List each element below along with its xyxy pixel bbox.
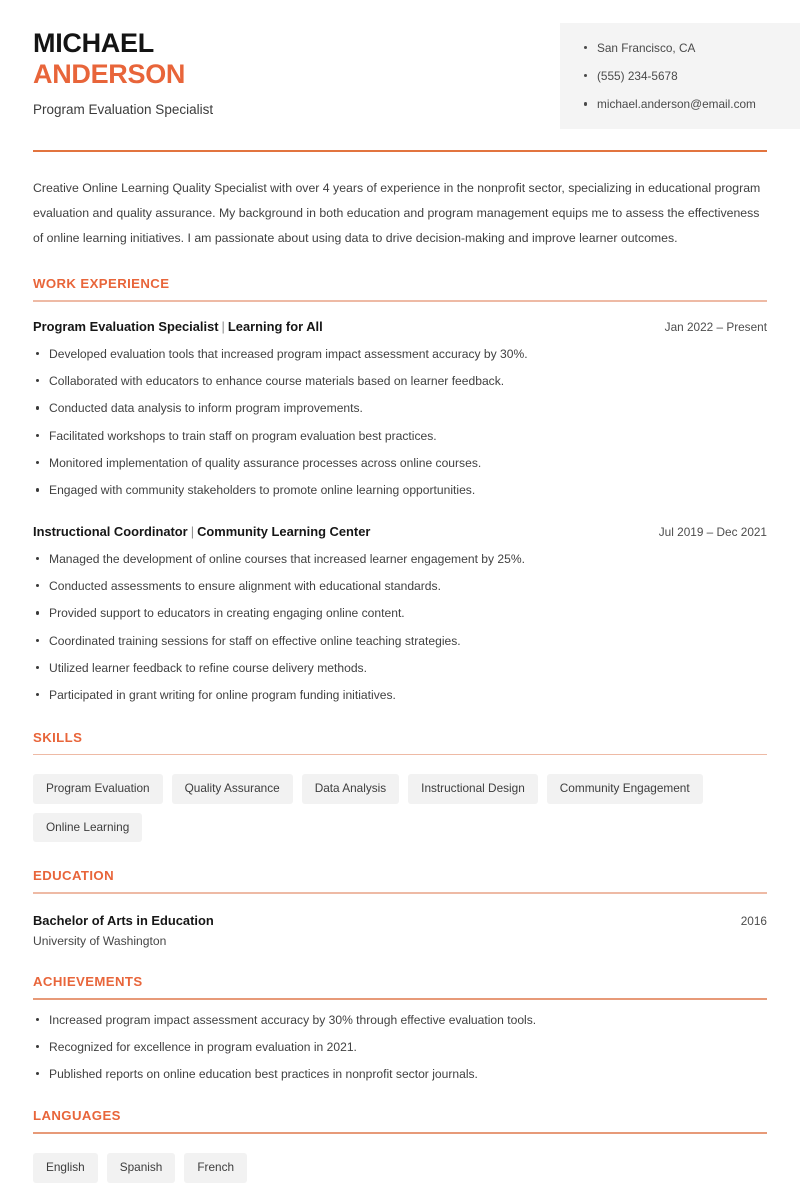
list-item: Recognized for excellence in program evaluation in 2021. <box>33 1039 767 1055</box>
list-item: Monitored implementation of quality assurance processes across online courses. <box>33 455 767 471</box>
experience-entry <box>33 524 767 704</box>
skill-tag: Online Learning <box>33 813 142 843</box>
section-work-experience <box>33 276 767 703</box>
language-tag: Spanish <box>107 1153 176 1183</box>
section-achievements <box>33 974 767 1083</box>
full-name <box>33 28 213 91</box>
languages-tag-list <box>33 1153 767 1183</box>
experience-entry-header <box>33 319 767 334</box>
experience-bullet-list <box>33 551 767 704</box>
list-item: Provided support to educators in creating engaging online content. <box>33 605 767 621</box>
contact-list <box>584 41 800 111</box>
list-item: Published reports on online education best practices in nonprofit sector journals. <box>33 1066 767 1082</box>
language-tag: French <box>184 1153 247 1183</box>
experience-title <box>33 524 370 539</box>
section-divider <box>33 300 767 302</box>
last-name: ANDERSON <box>33 59 186 90</box>
language-tag: English <box>33 1153 98 1183</box>
experience-date: Jul 2019 – Dec 2021 <box>658 524 767 539</box>
section-divider <box>33 754 767 756</box>
skill-tag: Instructional Design <box>408 774 538 804</box>
achievements-list <box>33 1012 767 1083</box>
education-year: 2016 <box>740 913 767 928</box>
contact-location-text: San Francisco, CA <box>597 41 696 55</box>
experience-bullet-list <box>33 346 767 499</box>
resume-header <box>0 0 800 129</box>
list-item: Coordinated training sessions for staff on effective online teaching strategies. <box>33 633 767 649</box>
skill-tag: Data Analysis <box>302 774 399 804</box>
education-degree: Bachelor of Arts in Education <box>33 912 214 928</box>
section-divider <box>33 998 767 1000</box>
list-item: Utilized learner feedback to refine course delivery methods. <box>33 660 767 676</box>
section-title-skills: SKILLS <box>33 729 83 745</box>
section-title-work-experience: WORK EXPERIENCE <box>33 276 170 292</box>
experience-company: Community Learning Center <box>197 523 371 539</box>
section-languages <box>33 1108 767 1182</box>
experience-role: Program Evaluation Specialist <box>33 318 219 334</box>
contact-item-phone <box>584 69 800 83</box>
first-name: MICHAEL <box>33 28 154 58</box>
education-school: University of Washington <box>33 933 167 948</box>
education-entry <box>33 913 767 948</box>
list-item: Facilitated workshops to train staff on program evaluation best practices. <box>33 428 767 444</box>
contact-phone-text: (555) 234-5678 <box>597 69 678 84</box>
skills-tag-list <box>33 774 767 842</box>
section-divider <box>33 1132 767 1134</box>
list-item: Participated in grant writing for online program funding initiatives. <box>33 687 767 703</box>
experience-date: Jan 2022 – Present <box>664 319 767 334</box>
title-separator: | <box>221 318 225 334</box>
section-divider <box>33 892 767 894</box>
contact-item-email <box>584 97 800 111</box>
experience-title <box>33 319 323 334</box>
experience-role: Instructional Coordinator <box>33 523 188 539</box>
list-item: Conducted data analysis to inform program improvements. <box>33 400 767 416</box>
list-item: Increased program impact assessment accuracy by 30% through effective evaluation tools. <box>33 1012 767 1028</box>
resume-body <box>0 176 800 1182</box>
list-item: Collaborated with educators to enhance course materials based on learner feedback. <box>33 373 767 389</box>
skill-tag: Quality Assurance <box>172 774 293 804</box>
section-education <box>33 868 767 948</box>
list-item: Managed the development of online courses that increased learner engagement by 25%. <box>33 551 767 567</box>
section-title-languages: LANGUAGES <box>33 1108 121 1124</box>
skill-tag: Community Engagement <box>547 774 703 804</box>
list-item: Engaged with community stakeholders to promote online learning opportunities. <box>33 482 767 498</box>
section-title-education: EDUCATION <box>33 868 115 884</box>
contact-email-text: michael.anderson@email.com <box>597 97 756 112</box>
header-divider <box>33 150 767 152</box>
skill-tag: Program Evaluation <box>33 774 163 804</box>
title-separator: | <box>190 523 195 539</box>
identity-block <box>0 22 213 117</box>
contact-item-location <box>584 41 800 55</box>
headline-job-title: Program Evaluation Specialist <box>33 101 214 117</box>
experience-company: Learning for All <box>227 318 323 334</box>
experience-entry-header <box>33 524 767 539</box>
list-item: Conducted assessments to ensure alignment with educational standards. <box>33 578 767 594</box>
section-skills <box>33 730 767 843</box>
professional-summary: Creative Online Learning Quality Specialist with over 4 years of experience in the nonprofit sector, specializing in educational program evaluation and quality assurance. My background in both education and program management equips me to assess the effectiveness of online learning initiatives. I am passionate about using data to drive decision-making and improve learner outcomes. <box>33 181 761 245</box>
section-title-achievements: ACHIEVEMENTS <box>33 973 143 989</box>
contact-box <box>560 23 800 129</box>
experience-entry <box>33 319 767 499</box>
education-entry-header <box>33 913 767 928</box>
list-item: Developed evaluation tools that increased program impact assessment accuracy by 30%. <box>33 346 767 362</box>
